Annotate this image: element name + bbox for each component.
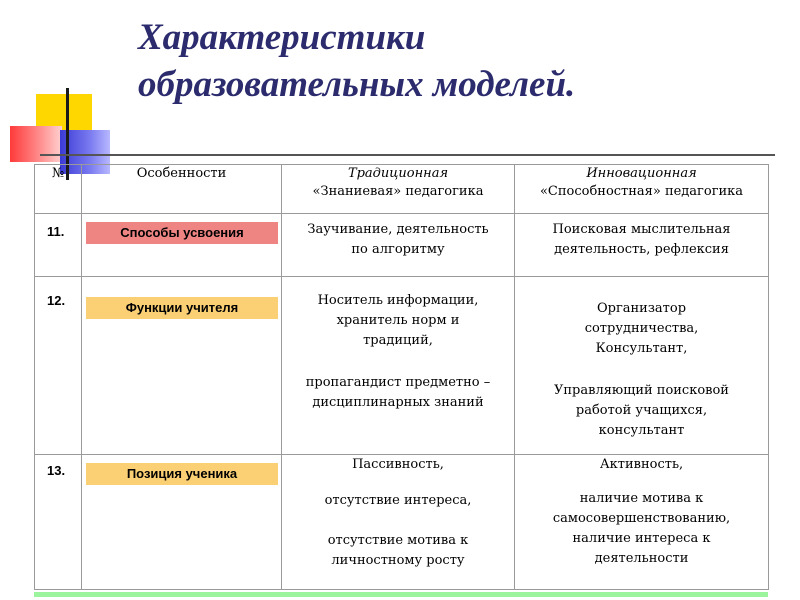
cell-line: личностному росту [331,553,465,568]
feature-label: Способы усвоения [86,222,278,244]
cell-line: пропагандист предметно – [305,375,491,390]
cell-line: Поисковая мыслительная [552,222,731,237]
title-line-1: Характеристики [138,17,426,58]
innovative-cell [515,455,769,590]
cell-line: Консультант, [595,341,688,356]
feature-label: Функции учителя [86,297,278,319]
page-title [138,14,778,108]
table-row [35,214,769,277]
header-innovative-subtitle: «Способностная» педагогика [539,184,744,199]
innovative-cell [515,277,769,455]
cell-line: наличие интереса к [572,531,711,546]
cell-line: Организатор [596,301,687,316]
header-traditional-subtitle: «Знаниевая» педагогика [312,184,484,199]
cell-line: наличие мотива к [579,491,704,506]
header-features: Особенности [82,165,282,214]
header-innovative [515,165,769,214]
bottom-accent-bar [34,592,768,597]
cell-line: хранитель норм и [336,313,460,328]
traditional-cell [282,455,515,590]
title-line-2: образовательных моделей. [138,64,576,105]
cell-line: консультант [598,423,685,438]
cell-line: Пассивность, [352,457,444,472]
innovative-cell [515,214,769,277]
decor-horizontal-line [40,154,775,156]
row-number: 11. [35,214,82,277]
cell-line: Активность, [599,457,684,472]
header-traditional-title: Традиционная [347,166,449,181]
traditional-cell [282,214,515,277]
table-row [35,455,769,590]
cell-line: Заучивание, деятельность [307,222,489,237]
header-innovative-title: Инновационная [586,166,697,181]
cell-line: дисциплинарных знаний [312,395,484,410]
row-number: 13. [35,455,82,590]
feature-cell [82,277,282,455]
cell-line: Управляющий поисковой [554,383,729,398]
table-row [35,277,769,455]
feature-cell [82,455,282,590]
decor-red-square [10,126,62,162]
cell-line: традиций, [363,333,433,348]
cell-line: самосовершенствованию, [552,511,731,526]
cell-line: отсутствие интереса, [324,493,472,508]
cell-line: Носитель информации, [317,293,479,308]
row-number: 12. [35,277,82,455]
feature-cell [82,214,282,277]
cell-line: деятельности [594,551,689,566]
models-table [34,164,769,590]
table-header-row [35,165,769,214]
cell-line: сотрудничества, [584,321,699,336]
cell-line: работой учащихся, [575,403,708,418]
cell-line: деятельность, рефлексия [554,242,729,257]
header-num: № [35,165,82,214]
header-traditional [282,165,515,214]
cell-line: отсутствие мотива к [327,533,469,548]
cell-line: по алгоритму [351,242,445,257]
feature-label: Позиция ученика [86,463,278,485]
traditional-cell [282,277,515,455]
